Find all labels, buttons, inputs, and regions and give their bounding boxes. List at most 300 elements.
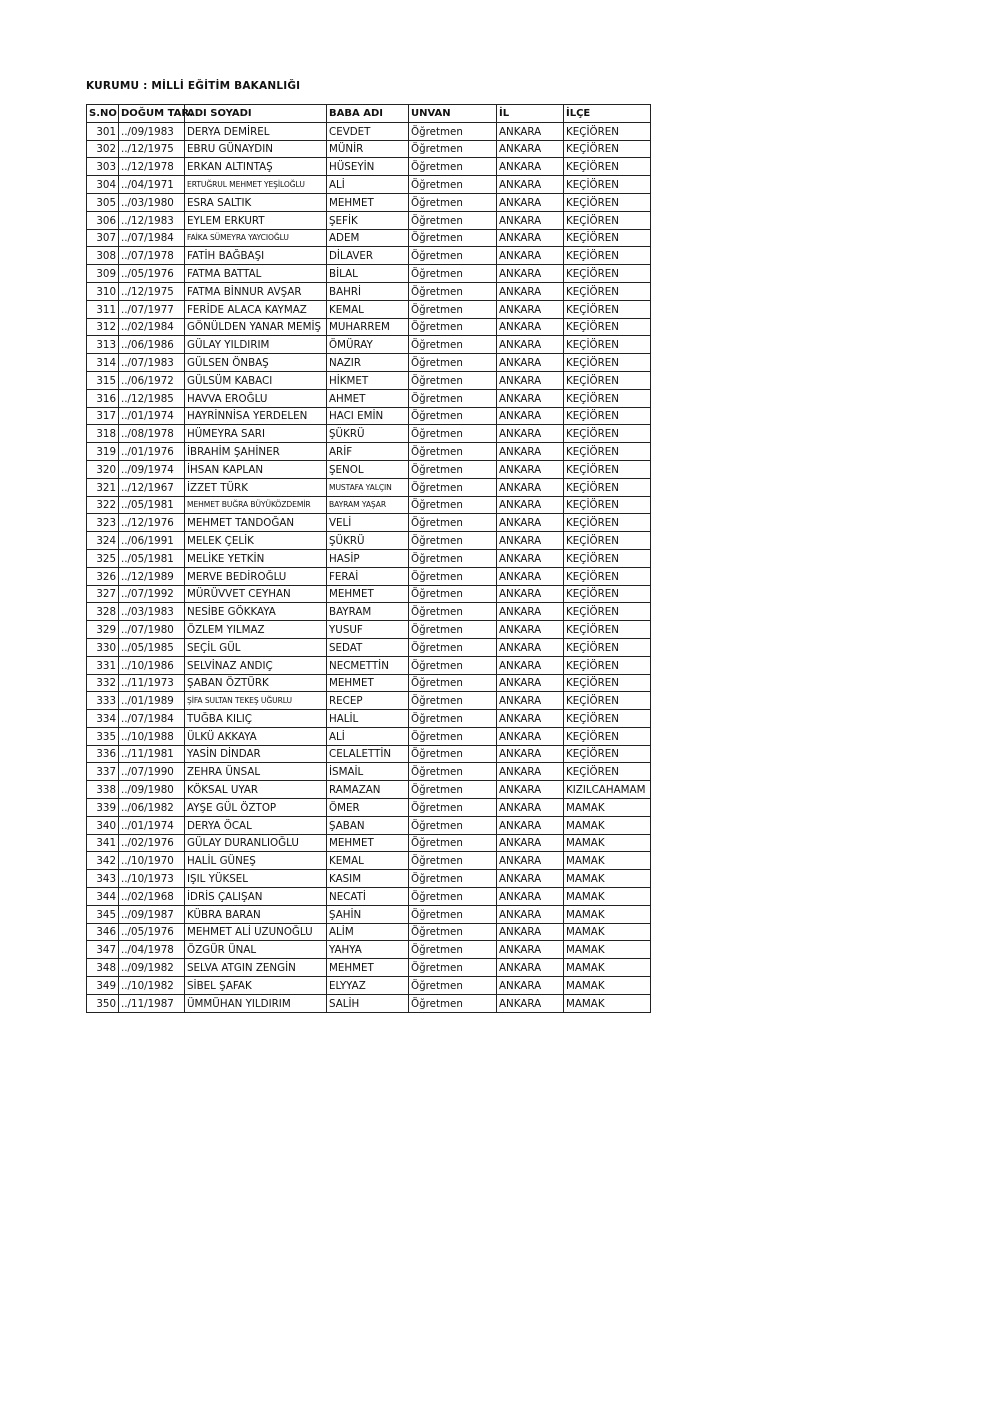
row-father-name: MEHMET bbox=[327, 674, 409, 692]
row-province: ANKARA bbox=[497, 425, 564, 443]
row-full-name: GÜLAY YILDIRIM bbox=[185, 336, 327, 354]
row-province: ANKARA bbox=[497, 852, 564, 870]
row-title: Öğretmen bbox=[409, 549, 497, 567]
row-sno: 344 bbox=[87, 888, 119, 906]
row-sno: 325 bbox=[87, 549, 119, 567]
row-birth-date: ../09/1983 bbox=[119, 122, 185, 140]
row-title: Öğretmen bbox=[409, 959, 497, 977]
row-birth-date: ../06/1982 bbox=[119, 799, 185, 817]
row-sno: 322 bbox=[87, 496, 119, 514]
row-district: KEÇİÖREN bbox=[564, 407, 651, 425]
row-province: ANKARA bbox=[497, 977, 564, 995]
row-district: MAMAK bbox=[564, 959, 651, 977]
row-province: ANKARA bbox=[497, 941, 564, 959]
row-father-name: ALİM bbox=[327, 923, 409, 941]
row-father-name: AHMET bbox=[327, 389, 409, 407]
row-province: ANKARA bbox=[497, 923, 564, 941]
row-sno: 319 bbox=[87, 443, 119, 461]
row-birth-date: ../05/1985 bbox=[119, 638, 185, 656]
row-sno: 330 bbox=[87, 638, 119, 656]
row-father-name: YAHYA bbox=[327, 941, 409, 959]
row-full-name: İHSAN KAPLAN bbox=[185, 460, 327, 478]
row-district: KEÇİÖREN bbox=[564, 158, 651, 176]
row-district: KEÇİÖREN bbox=[564, 247, 651, 265]
row-sno: 317 bbox=[87, 407, 119, 425]
table-row bbox=[87, 763, 651, 781]
row-birth-date: ../07/1984 bbox=[119, 229, 185, 247]
row-district: KEÇİÖREN bbox=[564, 122, 651, 140]
table-row bbox=[87, 674, 651, 692]
table-row bbox=[87, 710, 651, 728]
table-row bbox=[87, 888, 651, 906]
row-father-name: HASİP bbox=[327, 549, 409, 567]
row-full-name: İDRİS ÇALIŞAN bbox=[185, 888, 327, 906]
row-birth-date: ../05/1981 bbox=[119, 549, 185, 567]
row-sno: 335 bbox=[87, 727, 119, 745]
table-row bbox=[87, 692, 651, 710]
row-district: KEÇİÖREN bbox=[564, 282, 651, 300]
row-father-name: ŞÜKRÜ bbox=[327, 425, 409, 443]
row-father-name: ŞEFİK bbox=[327, 211, 409, 229]
table-row bbox=[87, 834, 651, 852]
row-full-name: KÖKSAL UYAR bbox=[185, 781, 327, 799]
row-father-name: ŞÜKRÜ bbox=[327, 532, 409, 550]
row-sno: 318 bbox=[87, 425, 119, 443]
row-father-name: ALİ bbox=[327, 176, 409, 194]
row-sno: 341 bbox=[87, 834, 119, 852]
row-birth-date: ../04/1971 bbox=[119, 176, 185, 194]
row-full-name: DERYA DEMİREL bbox=[185, 122, 327, 140]
row-sno: 312 bbox=[87, 318, 119, 336]
row-province: ANKARA bbox=[497, 603, 564, 621]
row-title: Öğretmen bbox=[409, 176, 497, 194]
row-district: MAMAK bbox=[564, 870, 651, 888]
row-full-name: ZEHRA ÜNSAL bbox=[185, 763, 327, 781]
row-district: KIZILCAHAMAM bbox=[564, 781, 651, 799]
row-father-name: HALİL bbox=[327, 710, 409, 728]
row-sno: 348 bbox=[87, 959, 119, 977]
row-birth-date: ../04/1978 bbox=[119, 941, 185, 959]
row-birth-date: ../07/1990 bbox=[119, 763, 185, 781]
row-full-name: HALİL GÜNEŞ bbox=[185, 852, 327, 870]
row-district: KEÇİÖREN bbox=[564, 638, 651, 656]
row-birth-date: ../12/1975 bbox=[119, 282, 185, 300]
row-full-name: ÜMMÜHAN YILDIRIM bbox=[185, 994, 327, 1012]
row-district: KEÇİÖREN bbox=[564, 710, 651, 728]
column-header-district: İLÇE bbox=[564, 105, 651, 123]
row-title: Öğretmen bbox=[409, 122, 497, 140]
row-father-name: ALİ bbox=[327, 727, 409, 745]
row-sno: 333 bbox=[87, 692, 119, 710]
row-district: KEÇİÖREN bbox=[564, 549, 651, 567]
row-province: ANKARA bbox=[497, 247, 564, 265]
table-row bbox=[87, 336, 651, 354]
row-full-name: SİBEL ŞAFAK bbox=[185, 977, 327, 995]
table-row bbox=[87, 727, 651, 745]
column-header-province: İL bbox=[497, 105, 564, 123]
row-district: KEÇİÖREN bbox=[564, 265, 651, 283]
table-row bbox=[87, 923, 651, 941]
column-header-birth-date: DOĞUM TAR. bbox=[119, 105, 185, 123]
row-father-name: RECEP bbox=[327, 692, 409, 710]
row-full-name: GÖNÜLDEN YANAR MEMİŞ bbox=[185, 318, 327, 336]
row-district: KEÇİÖREN bbox=[564, 425, 651, 443]
row-district: KEÇİÖREN bbox=[564, 211, 651, 229]
row-sno: 304 bbox=[87, 176, 119, 194]
row-birth-date: ../09/1980 bbox=[119, 781, 185, 799]
row-birth-date: ../11/1987 bbox=[119, 994, 185, 1012]
row-sno: 326 bbox=[87, 567, 119, 585]
row-sno: 334 bbox=[87, 710, 119, 728]
row-title: Öğretmen bbox=[409, 354, 497, 372]
row-father-name: DİLAVER bbox=[327, 247, 409, 265]
row-full-name: İBRAHİM ŞAHİNER bbox=[185, 443, 327, 461]
row-district: MAMAK bbox=[564, 834, 651, 852]
row-title: Öğretmen bbox=[409, 211, 497, 229]
table-row bbox=[87, 282, 651, 300]
table-row bbox=[87, 122, 651, 140]
row-full-name: ÖZLEM YILMAZ bbox=[185, 621, 327, 639]
row-title: Öğretmen bbox=[409, 799, 497, 817]
row-title: Öğretmen bbox=[409, 318, 497, 336]
row-full-name: HAVVA EROĞLU bbox=[185, 389, 327, 407]
row-sno: 308 bbox=[87, 247, 119, 265]
row-province: ANKARA bbox=[497, 959, 564, 977]
row-birth-date: ../07/1980 bbox=[119, 621, 185, 639]
row-father-name: BİLAL bbox=[327, 265, 409, 283]
row-province: ANKARA bbox=[497, 727, 564, 745]
row-sno: 329 bbox=[87, 621, 119, 639]
row-province: ANKARA bbox=[497, 549, 564, 567]
row-district: KEÇİÖREN bbox=[564, 478, 651, 496]
row-sno: 338 bbox=[87, 781, 119, 799]
row-sno: 307 bbox=[87, 229, 119, 247]
row-district: KEÇİÖREN bbox=[564, 229, 651, 247]
column-header-full-name: ADI SOYADI bbox=[185, 105, 327, 123]
row-title: Öğretmen bbox=[409, 710, 497, 728]
row-birth-date: ../01/1974 bbox=[119, 816, 185, 834]
row-father-name: HİKMET bbox=[327, 371, 409, 389]
row-birth-date: ../11/1973 bbox=[119, 674, 185, 692]
row-province: ANKARA bbox=[497, 638, 564, 656]
row-province: ANKARA bbox=[497, 176, 564, 194]
table-row bbox=[87, 852, 651, 870]
row-birth-date: ../10/1988 bbox=[119, 727, 185, 745]
row-birth-date: ../06/1991 bbox=[119, 532, 185, 550]
row-sno: 347 bbox=[87, 941, 119, 959]
row-province: ANKARA bbox=[497, 674, 564, 692]
row-full-name: MEHMET BUĞRA BÜYÜKÖZDEMİR bbox=[185, 496, 327, 514]
row-province: ANKARA bbox=[497, 158, 564, 176]
row-title: Öğretmen bbox=[409, 585, 497, 603]
row-province: ANKARA bbox=[497, 496, 564, 514]
row-father-name: KEMAL bbox=[327, 300, 409, 318]
row-province: ANKARA bbox=[497, 460, 564, 478]
row-father-name: ŞABAN bbox=[327, 816, 409, 834]
row-province: ANKARA bbox=[497, 870, 564, 888]
row-father-name: ŞENOL bbox=[327, 460, 409, 478]
table-row bbox=[87, 371, 651, 389]
row-birth-date: ../12/1975 bbox=[119, 140, 185, 158]
table-row bbox=[87, 638, 651, 656]
row-province: ANKARA bbox=[497, 621, 564, 639]
row-sno: 324 bbox=[87, 532, 119, 550]
personnel-table bbox=[86, 104, 651, 1013]
column-header-father-name: BABA ADI bbox=[327, 105, 409, 123]
row-full-name: SELVİNAZ ANDIÇ bbox=[185, 656, 327, 674]
table-row bbox=[87, 977, 651, 995]
row-province: ANKARA bbox=[497, 318, 564, 336]
row-full-name: AYŞE GÜL ÖZTOP bbox=[185, 799, 327, 817]
row-district: MAMAK bbox=[564, 905, 651, 923]
row-title: Öğretmen bbox=[409, 745, 497, 763]
row-sno: 339 bbox=[87, 799, 119, 817]
row-birth-date: ../10/1986 bbox=[119, 656, 185, 674]
row-full-name: MELEK ÇELİK bbox=[185, 532, 327, 550]
row-province: ANKARA bbox=[497, 710, 564, 728]
row-province: ANKARA bbox=[497, 532, 564, 550]
row-birth-date: ../10/1973 bbox=[119, 870, 185, 888]
table-row bbox=[87, 389, 651, 407]
table-row bbox=[87, 549, 651, 567]
row-province: ANKARA bbox=[497, 389, 564, 407]
row-father-name: BAYRAM bbox=[327, 603, 409, 621]
row-full-name: ERTUĞRUL MEHMET YEŞİLOĞLU bbox=[185, 176, 327, 194]
row-district: KEÇİÖREN bbox=[564, 354, 651, 372]
row-birth-date: ../01/1976 bbox=[119, 443, 185, 461]
row-sno: 332 bbox=[87, 674, 119, 692]
table-row bbox=[87, 567, 651, 585]
table-row bbox=[87, 176, 651, 194]
row-father-name: İSMAİL bbox=[327, 763, 409, 781]
row-father-name: YUSUF bbox=[327, 621, 409, 639]
row-sno: 320 bbox=[87, 460, 119, 478]
row-father-name: FERAİ bbox=[327, 567, 409, 585]
table-row bbox=[87, 443, 651, 461]
row-sno: 345 bbox=[87, 905, 119, 923]
row-full-name: ÖZGÜR ÜNAL bbox=[185, 941, 327, 959]
row-father-name: MUHARREM bbox=[327, 318, 409, 336]
table-row bbox=[87, 621, 651, 639]
row-title: Öğretmen bbox=[409, 371, 497, 389]
row-district: KEÇİÖREN bbox=[564, 514, 651, 532]
row-district: KEÇİÖREN bbox=[564, 745, 651, 763]
row-father-name: CEVDET bbox=[327, 122, 409, 140]
row-province: ANKARA bbox=[497, 745, 564, 763]
row-title: Öğretmen bbox=[409, 496, 497, 514]
row-father-name: ARİF bbox=[327, 443, 409, 461]
row-full-name: GÜLAY DURANLIOĞLU bbox=[185, 834, 327, 852]
row-birth-date: ../12/1967 bbox=[119, 478, 185, 496]
row-district: KEÇİÖREN bbox=[564, 727, 651, 745]
row-full-name: FATMA BATTAL bbox=[185, 265, 327, 283]
row-province: ANKARA bbox=[497, 122, 564, 140]
row-title: Öğretmen bbox=[409, 282, 497, 300]
row-father-name: NECATİ bbox=[327, 888, 409, 906]
row-province: ANKARA bbox=[497, 193, 564, 211]
row-full-name: FATİH BAĞBAŞI bbox=[185, 247, 327, 265]
row-province: ANKARA bbox=[497, 443, 564, 461]
row-district: KEÇİÖREN bbox=[564, 460, 651, 478]
row-full-name: EBRU GÜNAYDIN bbox=[185, 140, 327, 158]
row-district: KEÇİÖREN bbox=[564, 656, 651, 674]
row-father-name: MEHMET bbox=[327, 585, 409, 603]
row-father-name: BAYRAM YAŞAR bbox=[327, 496, 409, 514]
row-district: MAMAK bbox=[564, 977, 651, 995]
row-full-name: MERVE BEDİROĞLU bbox=[185, 567, 327, 585]
row-sno: 306 bbox=[87, 211, 119, 229]
row-birth-date: ../02/1984 bbox=[119, 318, 185, 336]
row-title: Öğretmen bbox=[409, 692, 497, 710]
row-title: Öğretmen bbox=[409, 834, 497, 852]
row-father-name: SEDAT bbox=[327, 638, 409, 656]
row-district: KEÇİÖREN bbox=[564, 532, 651, 550]
row-sno: 313 bbox=[87, 336, 119, 354]
row-father-name: SALİH bbox=[327, 994, 409, 1012]
row-birth-date: ../05/1976 bbox=[119, 265, 185, 283]
row-title: Öğretmen bbox=[409, 229, 497, 247]
row-title: Öğretmen bbox=[409, 621, 497, 639]
row-title: Öğretmen bbox=[409, 389, 497, 407]
table-row bbox=[87, 229, 651, 247]
row-title: Öğretmen bbox=[409, 727, 497, 745]
row-birth-date: ../05/1976 bbox=[119, 923, 185, 941]
row-province: ANKARA bbox=[497, 692, 564, 710]
row-title: Öğretmen bbox=[409, 816, 497, 834]
table-row bbox=[87, 425, 651, 443]
row-title: Öğretmen bbox=[409, 603, 497, 621]
row-father-name: RAMAZAN bbox=[327, 781, 409, 799]
row-district: KEÇİÖREN bbox=[564, 763, 651, 781]
table-row bbox=[87, 745, 651, 763]
row-sno: 302 bbox=[87, 140, 119, 158]
row-birth-date: ../10/1982 bbox=[119, 977, 185, 995]
table-row bbox=[87, 799, 651, 817]
row-full-name: SEÇİL GÜL bbox=[185, 638, 327, 656]
row-full-name: FATMA BİNNUR AVŞAR bbox=[185, 282, 327, 300]
row-sno: 310 bbox=[87, 282, 119, 300]
table-row bbox=[87, 460, 651, 478]
row-birth-date: ../10/1970 bbox=[119, 852, 185, 870]
row-sno: 343 bbox=[87, 870, 119, 888]
row-father-name: MEHMET bbox=[327, 959, 409, 977]
row-sno: 342 bbox=[87, 852, 119, 870]
row-district: KEÇİÖREN bbox=[564, 443, 651, 461]
row-province: ANKARA bbox=[497, 354, 564, 372]
row-full-name: EYLEM ERKURT bbox=[185, 211, 327, 229]
row-full-name: MEHMET TANDOĞAN bbox=[185, 514, 327, 532]
row-title: Öğretmen bbox=[409, 300, 497, 318]
row-father-name: ADEM bbox=[327, 229, 409, 247]
row-sno: 301 bbox=[87, 122, 119, 140]
table-body bbox=[87, 122, 651, 1012]
table-row bbox=[87, 247, 651, 265]
row-title: Öğretmen bbox=[409, 140, 497, 158]
row-sno: 315 bbox=[87, 371, 119, 389]
table-row bbox=[87, 905, 651, 923]
row-full-name: SELVA ATGIN ZENGİN bbox=[185, 959, 327, 977]
row-district: KEÇİÖREN bbox=[564, 496, 651, 514]
row-district: MAMAK bbox=[564, 923, 651, 941]
row-full-name: TUĞBA KILIÇ bbox=[185, 710, 327, 728]
row-title: Öğretmen bbox=[409, 888, 497, 906]
row-full-name: FAİKA SÜMEYRA YAYCIOĞLU bbox=[185, 229, 327, 247]
row-sno: 350 bbox=[87, 994, 119, 1012]
row-title: Öğretmen bbox=[409, 763, 497, 781]
table-header-row bbox=[87, 105, 651, 123]
row-district: KEÇİÖREN bbox=[564, 567, 651, 585]
table-row bbox=[87, 158, 651, 176]
row-district: KEÇİÖREN bbox=[564, 193, 651, 211]
row-sno: 309 bbox=[87, 265, 119, 283]
row-father-name: CELALETTİN bbox=[327, 745, 409, 763]
row-birth-date: ../11/1981 bbox=[119, 745, 185, 763]
row-district: KEÇİÖREN bbox=[564, 176, 651, 194]
row-title: Öğretmen bbox=[409, 923, 497, 941]
row-title: Öğretmen bbox=[409, 905, 497, 923]
table-row bbox=[87, 532, 651, 550]
row-province: ANKARA bbox=[497, 905, 564, 923]
row-father-name: HÜSEYİN bbox=[327, 158, 409, 176]
column-header-title: UNVAN bbox=[409, 105, 497, 123]
row-birth-date: ../12/1978 bbox=[119, 158, 185, 176]
table-row bbox=[87, 959, 651, 977]
row-full-name: ŞABAN ÖZTÜRK bbox=[185, 674, 327, 692]
row-province: ANKARA bbox=[497, 799, 564, 817]
row-title: Öğretmen bbox=[409, 514, 497, 532]
row-district: MAMAK bbox=[564, 941, 651, 959]
row-full-name: İZZET TÜRK bbox=[185, 478, 327, 496]
table-row bbox=[87, 300, 651, 318]
table-row bbox=[87, 603, 651, 621]
row-province: ANKARA bbox=[497, 407, 564, 425]
table-row bbox=[87, 478, 651, 496]
row-full-name: MEHMET ALİ UZUNOĞLU bbox=[185, 923, 327, 941]
table-row bbox=[87, 496, 651, 514]
row-full-name: HÜMEYRA SARI bbox=[185, 425, 327, 443]
row-sno: 346 bbox=[87, 923, 119, 941]
row-district: MAMAK bbox=[564, 852, 651, 870]
row-title: Öğretmen bbox=[409, 247, 497, 265]
row-full-name: KÜBRA BARAN bbox=[185, 905, 327, 923]
row-father-name: MEHMET bbox=[327, 193, 409, 211]
row-district: KEÇİÖREN bbox=[564, 389, 651, 407]
row-title: Öğretmen bbox=[409, 478, 497, 496]
row-father-name: MEHMET bbox=[327, 834, 409, 852]
table-row bbox=[87, 318, 651, 336]
row-birth-date: ../12/1989 bbox=[119, 567, 185, 585]
row-title: Öğretmen bbox=[409, 656, 497, 674]
row-province: ANKARA bbox=[497, 211, 564, 229]
row-province: ANKARA bbox=[497, 336, 564, 354]
row-father-name: BAHRİ bbox=[327, 282, 409, 300]
table-row bbox=[87, 407, 651, 425]
row-district: MAMAK bbox=[564, 799, 651, 817]
row-title: Öğretmen bbox=[409, 407, 497, 425]
row-title: Öğretmen bbox=[409, 870, 497, 888]
row-full-name: MELİKE YETKİN bbox=[185, 549, 327, 567]
row-sno: 303 bbox=[87, 158, 119, 176]
table-row bbox=[87, 354, 651, 372]
row-father-name: MUSTAFA YALÇIN bbox=[327, 478, 409, 496]
row-birth-date: ../09/1987 bbox=[119, 905, 185, 923]
row-title: Öğretmen bbox=[409, 994, 497, 1012]
row-full-name: GÜLSÜM KABACI bbox=[185, 371, 327, 389]
row-sno: 336 bbox=[87, 745, 119, 763]
row-province: ANKARA bbox=[497, 300, 564, 318]
row-full-name: DERYA ÖCAL bbox=[185, 816, 327, 834]
row-birth-date: ../05/1981 bbox=[119, 496, 185, 514]
